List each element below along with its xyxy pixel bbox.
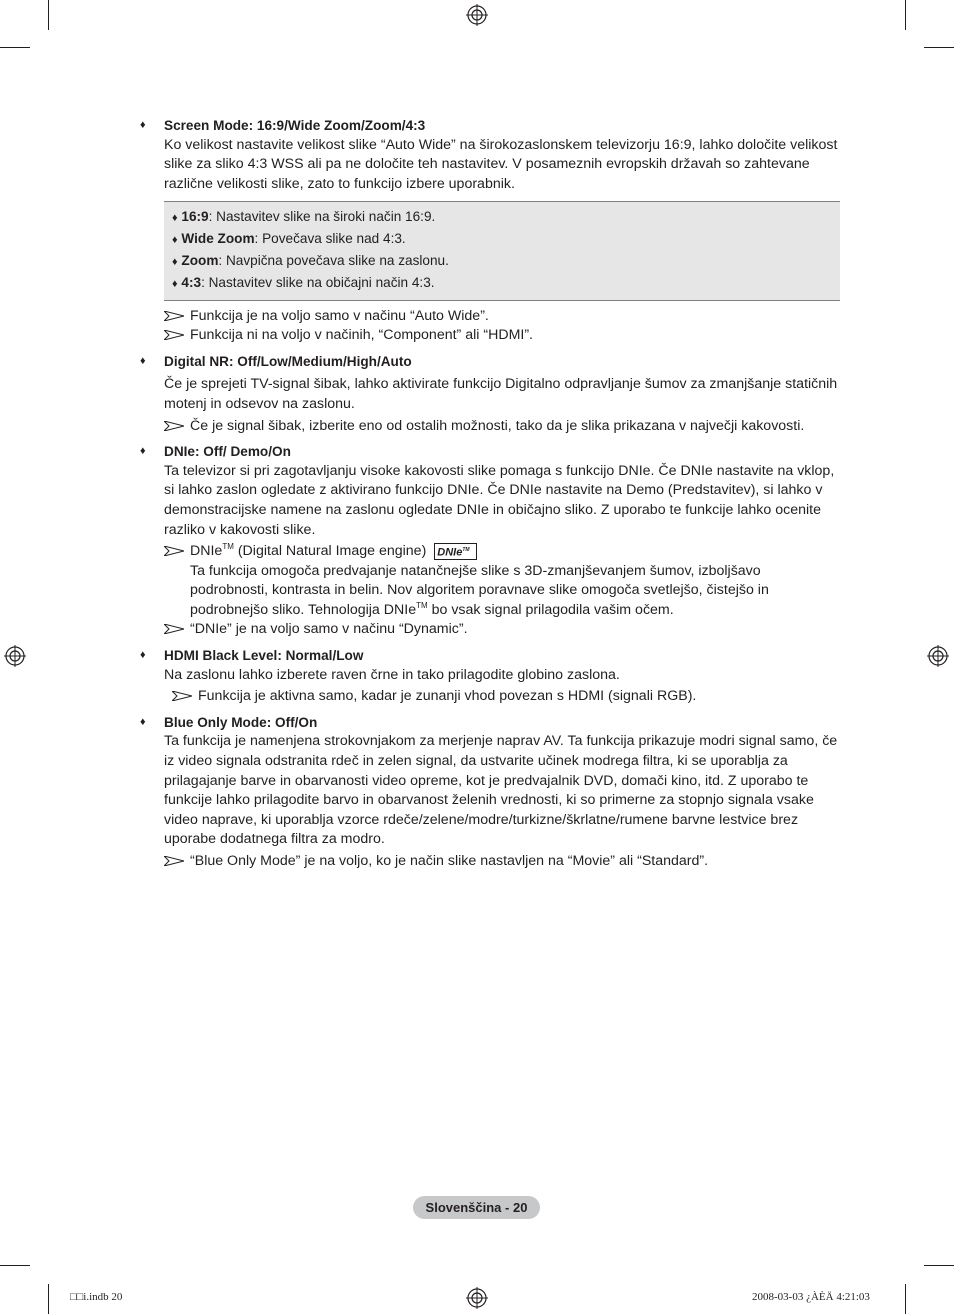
crop-mark [905,1284,906,1314]
print-slug-right: 2008-03-03 ¿ÀÈÄ 4:21:03 [752,1291,870,1303]
registration-mark-icon [4,645,26,667]
option-term: 4:3 [181,274,202,290]
note-arrow-icon [164,311,184,321]
option-text: : Povečava slike nad 4:3. [254,231,406,247]
section-screen-mode [140,116,840,346]
section-body: Na zaslonu lahko izberete raven črne in tako prilagodite globino zaslona. [164,666,620,683]
bullet-icon: ♦ [172,277,178,290]
note-arrow-icon [164,546,184,556]
note [164,417,840,437]
note-text: Funkcija je aktivna samo, kadar je zunanji vhod povezan s HDMI (signali RGB). [198,688,697,705]
note [164,326,840,346]
section-heading: Digital NR: Off/Low/Medium/High/Auto [164,353,412,369]
option-text: : Nastavitev slike na običajni način 4:3. [201,274,435,290]
bullet-icon: ♦ [140,354,146,367]
bullet-icon: ♦ [172,234,178,247]
dnie-note-text [190,562,840,621]
page-content [140,116,840,872]
section-digital-nr [140,352,840,436]
dnie-text-end: bo vsak signal prilagodila vašim očem. [427,601,674,618]
option-box [164,201,840,300]
section-body: Ta funkcija je namenjena strokovnjakom za merjenje naprav AV. Ta funkcija prikazuje modri signal samo, če iz video signala odstranita rdeč in zelen signal, da ustvarite učinek modrega filtra, ki se uporablja za prilagajanje barve in obarvanosti video opreme, kot je predvajalnik DVD, domači kino, itd. Z uporabo te funkcije lahko prilagodite barvo in obarvanost želenih vrednosti, ki so primerne za stopnjo signala vsake video naprave, ki uporablja vzorce rdeče/zelene/modre/turkizne/škrlatne/rumene barvne lestvice brez uporabe dodatnega filtra za modro. [164,733,838,848]
note [164,620,840,640]
note-text: Funkcija je na voljo samo v načinu “Auto Wide”. [190,307,489,324]
bullet-icon: ♦ [140,715,146,728]
section-heading: Screen Mode: 16:9/Wide Zoom/Zoom/4:3 [164,118,426,133]
note-text: “DNIe” je na voljo samo v načinu “Dynamic”. [190,621,468,638]
crop-mark [924,1265,954,1266]
option-item [172,207,832,229]
crop-mark [48,1284,49,1314]
option-item [172,251,832,273]
option-item [172,273,832,295]
note-arrow-icon [164,330,184,340]
option-item [172,229,832,251]
option-text: : Navpična povečava slike na zaslonu. [218,252,449,268]
trademark-mark: TM [416,600,428,610]
dnie-note-title [190,542,840,562]
crop-mark [0,1265,30,1266]
option-term: Wide Zoom [181,231,255,247]
section-heading: Blue Only Mode: Off/On [164,714,318,730]
section-dnie [140,442,840,640]
note [164,307,840,327]
bullet-icon: ♦ [172,255,178,268]
section-heading: HDMI Black Level: Normal/Low [164,648,364,664]
option-term: Zoom [181,252,219,268]
dnie-logo-text: DNIe [437,547,463,560]
section-blue-only-mode [140,713,840,872]
section-body: Če je sprejeti TV-signal šibak, lahko aktivirate funkcijo Digitalno odpravljanje šumov za zmanjšanje statičnih motenj in odsevov na zaslonu. [164,376,838,412]
note [164,852,840,872]
dnie-label: DNIe [190,543,223,560]
bullet-icon: ♦ [140,119,146,131]
section-heading: DNIe: Off/ Demo/On [164,444,291,460]
registration-mark-icon [927,645,949,667]
crop-mark [924,47,954,48]
note-arrow-icon [164,856,184,866]
note-arrow-icon [164,624,184,634]
print-slug-left: □□i.indb 20 [70,1291,123,1303]
bullet-icon: ♦ [140,445,146,458]
section-body: Ta televizor si pri zagotavljanju visoke kakovosti slike pomaga s funkcijo DNIe. Če DNIe nastavite na vklop, si lahko zaslon ogledate z aktivirano funkcijo DNIe. Če DNIe nastavite na Demo (Predstavitev), si lahko v demonstracijske namene na zaslonu ogledate DNIe in običajno sliko. Z uporabo te funkcije lahko ocenite razliko v kakovosti slike. [164,462,835,538]
note-text: “Blue Only Mode” je na voljo, ko je način slike nastavljen na “Movie” ali “Standard”. [190,853,709,869]
dnie-label-full: (Digital Natural Image engine) [233,543,427,560]
registration-mark-icon [466,4,488,26]
bullet-icon: ♦ [140,649,146,662]
note-arrow-icon [164,421,184,431]
note [172,687,840,707]
dnie-logo-tm: TM [462,547,470,554]
note-dnie [164,542,840,620]
note-text: Funkcija ni na voljo v načinih, “Component” ali “HDMI”. [190,327,533,344]
page-number-label: Slovenščina - 20 [413,1196,540,1219]
section-body: Ko velikost nastavite velikost slike “Auto Wide” na širokozaslonskem televizorju 16:9, lahko določite velikost slike za sliko 4:3 WSS ali pa ne določite teh nastavitev. V posameznih evropskih državah so zahtevane različne velikosti slike, zato to funkcijo izbere uporabnik. [164,136,838,192]
dnie-logo [434,543,476,560]
section-hdmi-black-level [140,646,840,707]
crop-mark [0,47,30,48]
note-text: Če je signal šibak, izberite eno od ostalih možnosti, tako da je slika prikazana v največji kakovosti. [190,417,805,434]
trademark-mark: TM [222,542,234,552]
option-text: : Nastavitev slike na široki način 16:9. [208,209,436,225]
option-term: 16:9 [181,209,209,225]
dnie-text: Ta funkcija omogoča predvajanje natančnejše slike s 3D-zmanjševanjem šumov, izboljšavo podrobnosti, kontrasta in belin. Nov algoritem poravnave slike omogoča svetlejšo, čistejšo in podrobnejšo sliko. Tehnologija DNIe [190,562,769,618]
note-arrow-icon [172,691,192,701]
crop-mark [905,0,906,30]
registration-mark-icon [466,1287,488,1309]
bullet-icon: ♦ [172,212,178,225]
crop-mark [48,0,49,30]
